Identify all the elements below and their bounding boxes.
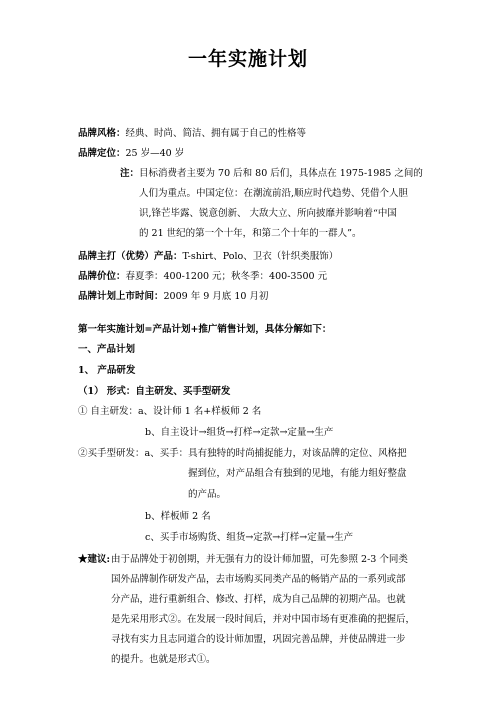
note-line: 识,锋芒毕露、锐意创新、 大敌大立、所向披靡并影响着“中国 [139,208,397,219]
brand-position-row [78,147,184,160]
note-label: 注： [120,168,140,179]
launch-label: 品牌计划上市时间： [78,291,164,302]
brand-style-value: 经典、时尚、简洁、拥有属于自己的性格等 [125,128,307,139]
page-title: 一年实施计划 [187,48,308,70]
suggestion-label: ★建议: [78,554,111,565]
brand-position-label: 品牌定位： [78,148,126,159]
suggestion-line: 的提升。也就是形式①。 [111,654,216,665]
buyer-dev-line: c、买手市场购货、组货→定款→打样→定量→生产 [145,532,354,543]
main-products-row [78,250,338,263]
price-value: 春夏季：400-1200 元；秋冬季：400-3500 元 [125,271,328,282]
main-products-label: 品牌主打（优势）产品： [78,251,183,262]
note-line: 目标消费者主要为 70 后和 80 后们，具体点在 1975-1985 之间的 [139,168,423,179]
launch-row [78,290,268,303]
price-row [78,270,327,283]
buyer-dev-line: ②买手型研发：a、买手：具有独特的时尚捕捉能力，对该品牌的定位、风格把 [78,448,407,459]
form-heading: （1） 形式：自主研发、买手型研发 [78,386,231,397]
self-dev-line: b、自主设计→组货→打样→定款→定量→生产 [145,427,334,438]
brand-position-value: 25 岁—40 岁 [125,148,185,159]
suggestion-line: 国外品牌制作研发产品，去市场购买同类产品的畅销产品的一系列或部 [111,574,406,585]
plan-formula: 第一年实施计划=产品计划+推广销售计划，具体分解如下： [78,324,332,335]
buyer-dev-line: b、样板师 2 名 [145,511,211,522]
self-dev-line: ① 自主研发：a、设计师 1 名+样板师 2 名 [78,406,262,417]
section-heading: 一、产品计划 [78,344,136,355]
launch-value: 2009 年 9 月底 10 月初 [163,291,269,302]
note-line: 人们为重点。中国定位：在潮流前沿,顺应时代趋势、凭借个人胆 [139,188,409,199]
brand-style-label: 品牌风格： [78,128,126,139]
note-line: 的 21 世纪的第一个十年，和第二个十年的一群人”。 [139,228,362,239]
subsection-heading: 1、 产品研发 [78,365,136,376]
suggestion-line: 分产品，进行重新组合、修改、打样，成为自己品牌的初期产品。也就 [111,594,406,605]
suggestion-line: 由于品牌处于初创期，并无强有力的设计师加盟，可先参照 2-3 个同类 [111,554,408,565]
price-label: 品牌价位： [78,271,126,282]
buyer-dev-line: 的产品。 [188,489,227,500]
brand-style-row [78,127,306,140]
suggestion-line: 寻找有实力且志同道合的设计师加盟，巩固完善品牌，并使品牌进一步 [111,634,406,645]
buyer-dev-line: 握到位，对产品组合有独到的见地，有能力组好整盘 [188,468,407,479]
suggestion-line: 是先采用形式②。在发展一段时间后，并对中国市场有更准确的把握后， [111,614,416,625]
main-products-value: T-shirt、Polo、卫衣（针织类服饰） [182,251,339,262]
